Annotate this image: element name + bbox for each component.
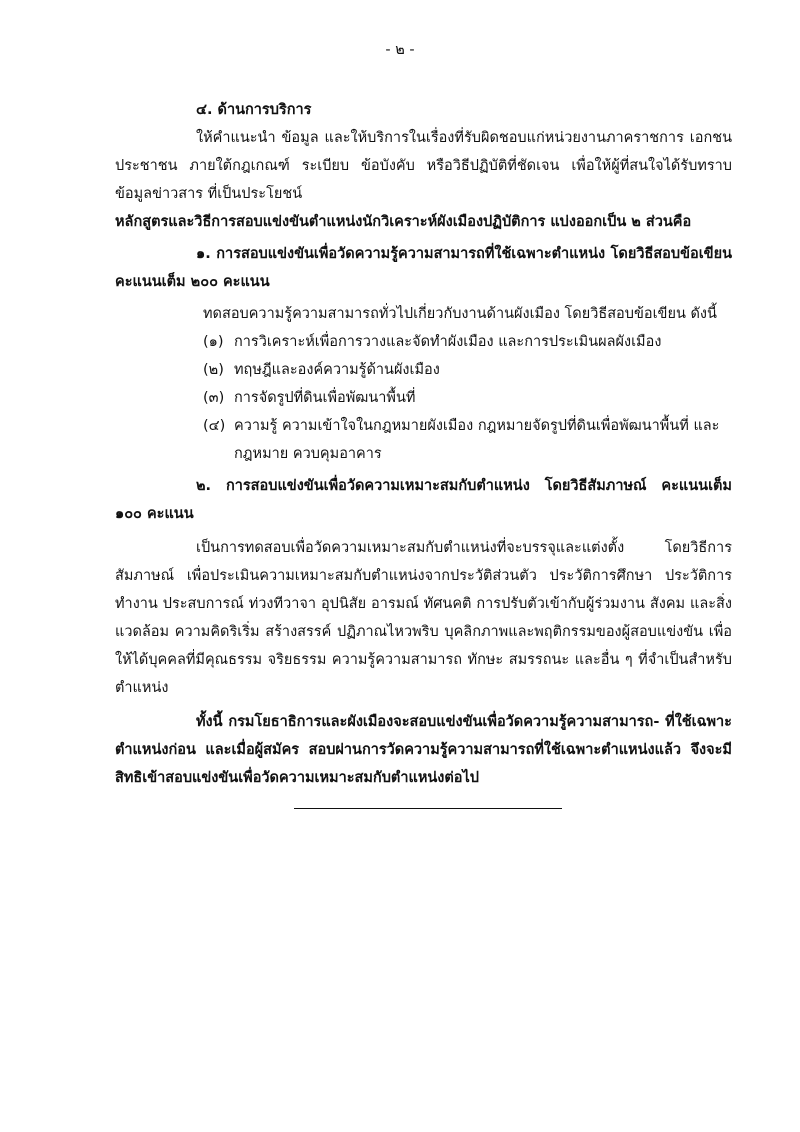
part2-para-line: จริยธรรม ความรู้ความสามารถ ทักษะ สมรรถนะ และอื่น ๆ ที่จำเป็นสำหรับตำแหน่ง: [115, 652, 732, 696]
item-text: การจัดรูปที่ดินเพื่อพัฒนาพื้นที่: [234, 390, 416, 406]
part2-title-cont: ๑๐๐ คะแนน: [115, 506, 194, 522]
part1-intro: ทดสอบความรู้ความสามารถทั่วไปเกี่ยวกับงานด้านผังเมือง โดยวิธีสอบข้อเขียน ดังนี้: [203, 306, 717, 322]
part1-title-line: ๑. การสอบแข่งขันเพื่อวัดความรู้ความสามารถที่ใช้เฉพาะตำแหน่ง โดยวิธีสอบข้อเขียน คะแนนเต็ม: [115, 246, 732, 290]
item-number: (๔): [203, 418, 226, 434]
end-divider: [294, 808, 562, 809]
part2-para-line: ท่วงทีวาจา อุปนิสัย อารมณ์ ทัศนคติ การปรับตัวเข้ากับผู้ร่วมงาน สังคม และสิ่งแวดล้อม ความคิดริเริ่ม: [115, 596, 732, 640]
item-text-line: ความรู้ ความเข้าใจในกฎหมายผังเมือง กฎหมายจัดรูปที่ดินเพื่อพัฒนาพื้นที่ และกฎหมาย: [234, 418, 720, 462]
note-line: ที่ใช้เฉพาะตำแหน่งก่อน และเมื่อผู้สมัคร สอบผ่านการวัดความรู้ความสามารถที่ใช้เฉพาะตำแหน่งแล้ว: [115, 714, 732, 758]
list-item: [115, 384, 732, 412]
list-item: [115, 328, 732, 356]
service-para: [115, 124, 732, 208]
part2-title-line: ๒. การสอบแข่งขันเพื่อวัดความเหมาะสมกับตำแหน่ง โดยวิธีสัมภาษณ์ คะแนนเต็ม: [196, 478, 732, 494]
service-para-line: ให้คำแนะนำ ข้อมูล และให้บริการในเรื่องที่รับผิดชอบแก่หน่วยงานภาคราชการ เอกชน: [196, 130, 732, 146]
note-line: ทั้งนี้ กรมโยธาธิการและผังเมืองจะสอบแข่งขันเพื่อวัดความรู้ความสามารถ-: [196, 714, 660, 730]
item-text: [234, 412, 732, 468]
note-line: จึงจะมีสิทธิเข้าสอบแข่งขันเพื่อวัดความเหมาะสมกับตำแหน่งต่อไป: [115, 742, 732, 786]
list-item: [115, 412, 732, 468]
service-heading: ๔. ด้านการบริการ: [196, 102, 312, 118]
item-number: (๓): [203, 390, 225, 406]
part1-title: [115, 240, 732, 296]
service-para-line: ประชาชน ภายใต้กฎเกณฑ์ ระเบียบ ข้อบังคับ หรือวิธีปฏิบัติที่ชัดเจน เพื่อให้ผู้ที่สนใจได้รับทราบข้อมูลข่าวสาร: [115, 158, 732, 202]
item-number: (๑): [203, 334, 224, 350]
part2-para-line: สร้างสรรค์ ปฏิภาณไหวพริบ บุคลิกภาพและพฤติกรรมของผู้สอบแข่งขัน เพื่อให้ได้บุคคลที่มีคุณธรรม: [115, 624, 732, 668]
page-number: - ๒ -: [385, 42, 415, 58]
note: [115, 708, 732, 792]
curriculum-heading: หลักสูตรและวิธีการสอบแข่งขันตำแหน่งนักวิเคราะห์ผังเมืองปฏิบัติการ แบ่งออกเป็น ๒ ส่วนคือ: [115, 214, 692, 230]
list-item: [115, 356, 732, 384]
item-number: (๒): [203, 362, 224, 378]
part2-title: [115, 472, 732, 528]
part1-title-cont: ๒๐๐ คะแนน: [190, 274, 270, 290]
item-text: การวิเคราะห์เพื่อการวางและจัดทำผังเมือง และการประเมินผลผังเมือง: [234, 334, 662, 350]
item-text: ทฤษฎีและองค์ความรู้ด้านผังเมือง: [234, 362, 440, 378]
item-text-cont: ควบคุมอาคาร: [292, 446, 382, 462]
part2-para: [115, 534, 732, 702]
service-para-line: ที่เป็นประโยชน์: [207, 186, 303, 202]
part2-para-line: เป็นการทดสอบเพื่อวัดความเหมาะสมกับตำแหน่งที่จะบรรจุและแต่งตั้ง โดยวิธีการสัมภาษณ์: [115, 540, 732, 584]
part2-para-line: เพื่อประเมินความเหมาะสมกับตำแหน่งจากประวัติส่วนตัว ประวัติการศึกษา ประวัติการทำงาน ประสบการณ์: [115, 568, 732, 612]
